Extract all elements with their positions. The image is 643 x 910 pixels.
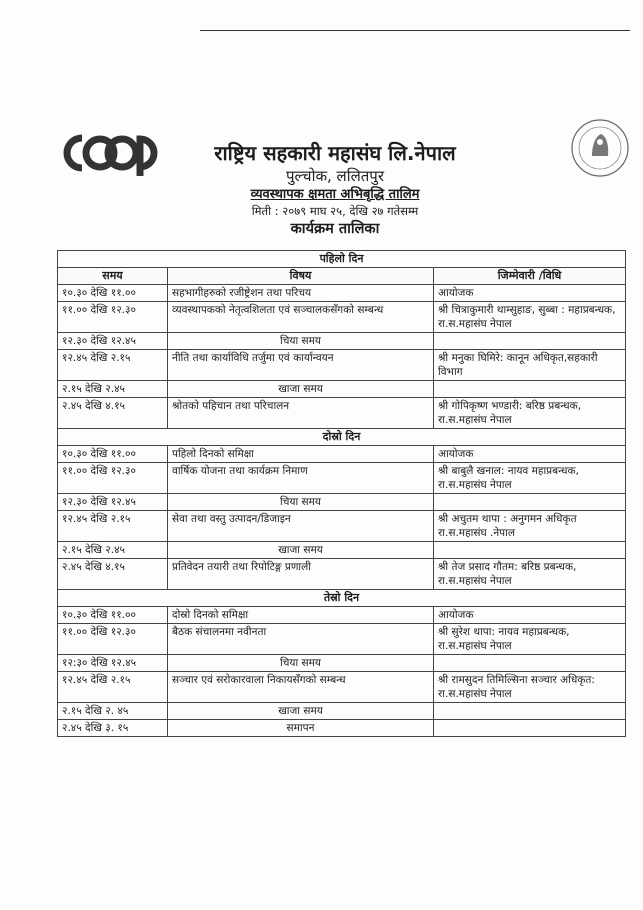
break-cell: चिया समय bbox=[168, 655, 434, 672]
column-header-time: समय bbox=[58, 268, 168, 285]
subject-cell: नीति तथा कार्याविधि तर्जुमा एवं कार्यान्वयन bbox=[168, 350, 434, 381]
column-header-responsibility: जिम्मेवारी /विधि bbox=[434, 268, 626, 285]
subject-cell: सहभागीहरुको रजीष्ट्रेशन तथा परिचय bbox=[168, 285, 434, 302]
table-row bbox=[58, 542, 626, 559]
subject-cell: वार्षिक योजना तथा कार्यक्रम निमाण bbox=[168, 463, 434, 494]
time-cell: ११.०० देखि १२.३० bbox=[58, 463, 168, 494]
day-title: पहिलो दिन bbox=[58, 251, 626, 268]
date-line: मिती : २०७९ माघ २५, देखि २७ गतेसम्म bbox=[251, 204, 419, 218]
table-row bbox=[58, 333, 626, 350]
responsibility-cell bbox=[434, 542, 626, 559]
break-cell: खाजा समय bbox=[168, 542, 434, 559]
time-cell: १०.३० देखि ११.०० bbox=[58, 607, 168, 624]
table-row bbox=[58, 350, 626, 381]
responsibility-cell bbox=[434, 494, 626, 511]
time-cell: १०.३० देखि ११.०० bbox=[58, 285, 168, 302]
responsibility-cell bbox=[434, 333, 626, 350]
table-row bbox=[58, 381, 626, 398]
subject-cell: बैठक संचालनमा नवीनता bbox=[168, 624, 434, 655]
responsibility-cell: आयोजक bbox=[434, 607, 626, 624]
responsibility-cell: आयोजक bbox=[434, 446, 626, 463]
responsibility-cell: श्री मनुका घिमिरे: कानून अधिकृत,सहकारी विभाग bbox=[434, 350, 626, 381]
coop-logo bbox=[58, 130, 168, 176]
organization-name: राष्ट्रिय सहकारी महासंघ लि.नेपाल bbox=[214, 141, 456, 165]
responsibility-cell: श्री तेज प्रसाद गौतम: बरिष्ठ प्रबन्धक, रा.स.महासंघ नेपाल bbox=[434, 559, 626, 590]
organization-address: पुल्चोक, ललितपुर bbox=[286, 167, 384, 185]
break-cell: चिया समय bbox=[168, 333, 434, 350]
document-header bbox=[170, 140, 500, 239]
time-cell: १२.३० देखि १२.४५ bbox=[58, 333, 168, 350]
subject-cell: पहिलो दिनको समिक्षा bbox=[168, 446, 434, 463]
column-header-subject: विषय bbox=[168, 268, 434, 285]
time-cell: १२.४५ देखि २.१५ bbox=[58, 511, 168, 542]
responsibility-cell bbox=[434, 720, 626, 737]
day-title: तेस्रो दिन bbox=[58, 590, 626, 607]
day-title: दोस्रो दिन bbox=[58, 429, 626, 446]
table-row bbox=[58, 672, 626, 703]
responsibility-cell bbox=[434, 703, 626, 720]
subject-cell: सञ्चार एवं सरोकारवाला निकायसँगको सम्बन्ध bbox=[168, 672, 434, 703]
top-rule bbox=[200, 30, 630, 31]
break-cell: खाजा समय bbox=[168, 703, 434, 720]
table-row bbox=[58, 624, 626, 655]
subject-cell: प्रतिवेदन तयारी तथा रिपोटिङ्ग प्रणाली bbox=[168, 559, 434, 590]
responsibility-cell: श्री सुरेश थापा: नायव महाप्रबन्धक, रा.स.महासंघ नेपाल bbox=[434, 624, 626, 655]
table-row bbox=[58, 655, 626, 672]
time-cell: १२.४५ देखि २.१५ bbox=[58, 350, 168, 381]
table-row bbox=[58, 559, 626, 590]
responsibility-cell: श्री चित्राकुमारी थाम्सुहाङ, सुब्बा : महाप्रबन्धक, रा.स.महासंघ नेपाल bbox=[434, 302, 626, 333]
break-cell: समापन bbox=[168, 720, 434, 737]
break-cell: चिया समय bbox=[168, 494, 434, 511]
time-cell: १२:३० देखि १२.४५ bbox=[58, 655, 168, 672]
responsibility-cell: श्री बाबुलै खनाल: नायव महाप्रबन्धक, रा.स.महासंघ नेपाल bbox=[434, 463, 626, 494]
day-header-row bbox=[58, 429, 626, 446]
column-header-row bbox=[58, 268, 626, 285]
time-cell: २.१५ देखि २. ४५ bbox=[58, 703, 168, 720]
table-row bbox=[58, 302, 626, 333]
table-row bbox=[58, 285, 626, 302]
subject-cell: दोस्रो दिनको समिक्षा bbox=[168, 607, 434, 624]
training-title: व्यवस्थापक क्षमता अभिबृद्धि तालिम bbox=[250, 187, 420, 202]
subject-cell: सेवा तथा वस्तु उत्पादन/डिजाइन bbox=[168, 511, 434, 542]
table-row bbox=[58, 607, 626, 624]
subject-cell: श्रोतको पहिचान तथा परिचालन bbox=[168, 398, 434, 429]
responsibility-cell: आयोजक bbox=[434, 285, 626, 302]
time-cell: २.४५ देखि ४.१५ bbox=[58, 398, 168, 429]
time-cell: २.४५ देखि ३. १५ bbox=[58, 720, 168, 737]
table-row bbox=[58, 703, 626, 720]
time-cell: २.१५ देखि २.४५ bbox=[58, 542, 168, 559]
time-cell: २.४५ देखि ४.१५ bbox=[58, 559, 168, 590]
time-cell: २.१५ देखि २.४५ bbox=[58, 381, 168, 398]
responsibility-cell bbox=[434, 655, 626, 672]
table-row bbox=[58, 446, 626, 463]
time-cell: १२.४५ देखि २.१५ bbox=[58, 672, 168, 703]
table-row bbox=[58, 494, 626, 511]
table-row bbox=[58, 398, 626, 429]
time-cell: ११.०० देखि १२.३० bbox=[58, 302, 168, 333]
ncf-seal-icon bbox=[570, 118, 630, 178]
day-header-row bbox=[58, 590, 626, 607]
time-cell: १०.३० देखि ११.०० bbox=[58, 446, 168, 463]
responsibility-cell bbox=[434, 381, 626, 398]
responsibility-cell: श्री रामसुदन तिमिल्सिना सञ्चार अधिकृत: रा.स.महासंघ नेपाल bbox=[434, 672, 626, 703]
day-header-row bbox=[58, 251, 626, 268]
responsibility-cell: श्री अचुतम थापा : अनुगमन अधिकृत रा.स.महासंघ .नेपाल bbox=[434, 511, 626, 542]
time-cell: १२.३० देखि १२.४५ bbox=[58, 494, 168, 511]
break-cell: खाजा समय bbox=[168, 381, 434, 398]
table-row bbox=[58, 720, 626, 737]
responsibility-cell: श्री गोपिकृष्ण भण्डारी: बरिष्ठ प्रबन्धक, रा.स.महासंघ नेपाल bbox=[434, 398, 626, 429]
table-row bbox=[58, 463, 626, 494]
schedule-table bbox=[57, 250, 626, 737]
subject-cell: व्यवस्थापककाे नेतृत्वशिलता एवं सञ्चालकसँगको सम्बन्ध bbox=[168, 302, 434, 333]
schedule-title: कार्यक्रम तालिका bbox=[290, 221, 380, 237]
time-cell: ११.०० देखि १२.३० bbox=[58, 624, 168, 655]
table-row bbox=[58, 511, 626, 542]
